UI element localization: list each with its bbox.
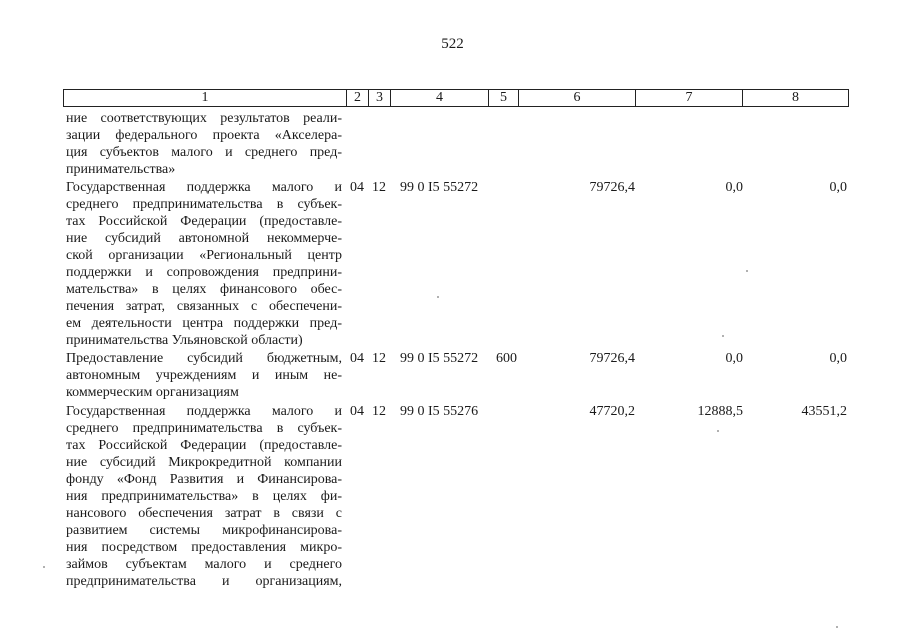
column-header-3: 3 [369,90,391,107]
column-header-2: 2 [347,90,369,107]
name-line: Государственная поддержка малого и [66,180,342,195]
cell-section: 04 [350,180,364,195]
scan-speck [746,270,748,272]
name-line: ния посредством предоставления микро- [66,540,342,555]
cell-expense-type: 600 [496,351,517,366]
name-line: ем деятельности центра поддержки пред- [66,316,342,331]
name-line: принимательства» [66,162,176,177]
name-line: ция субъектов малого и среднего пред- [66,145,342,160]
name-line: принимательства Ульяновской области) [66,333,303,348]
row-name [66,110,342,178]
name-line: Предоставление субсидий бюджетным, [66,351,342,366]
name-line: развитием системы микрофинансирова- [66,523,342,538]
column-header-4: 4 [391,90,489,107]
name-line: займов субъектам малого и среднего [66,557,342,572]
column-header-row [63,89,849,107]
scan-speck [43,566,45,568]
column-header-5: 5 [489,90,519,107]
page-number: 522 [441,36,464,52]
row-name [66,179,342,349]
name-line: тах Российской Федерации (предоставле- [66,214,342,229]
name-line: среднего предпринимательства в субъек- [66,197,342,212]
column-header-1: 1 [64,90,347,107]
name-line: зации федерального проекта «Акселера- [66,128,342,143]
name-line: ской организации «Региональный центр [66,248,342,263]
name-line: Государственная поддержка малого и [66,404,342,419]
row-name [66,350,342,401]
cell-amount-7: 12888,5 [697,404,743,419]
name-line: коммерческим организациям [66,385,239,400]
name-line: автономным учреждениям и иным не- [66,368,342,383]
name-line: среднего предпринимательства в субъек- [66,421,342,436]
scan-speck [437,296,439,298]
column-header-6: 6 [519,90,636,107]
column-header-8: 8 [743,90,849,107]
cell-amount-8: 43551,2 [801,404,847,419]
cell-amount-7: 0,0 [725,351,743,366]
cell-target-article: 99 0 I5 55276 [400,404,479,419]
column-header-7: 7 [636,90,743,107]
cell-amount-7: 0,0 [725,180,743,195]
cell-amount-8: 0,0 [829,351,847,366]
cell-amount-6: 79726,4 [589,351,635,366]
name-line: предпринимательства и организациям, [66,574,342,589]
name-line: ния предпринимательства» в целях фи- [66,489,342,504]
cell-subsection: 12 [372,351,386,366]
name-line: тах Российской Федерации (предоставле- [66,438,342,453]
cell-amount-8: 0,0 [829,180,847,195]
name-line: поддержки и сопровождения предприни- [66,265,342,280]
cell-target-article: 99 0 I5 55272 [400,351,479,366]
name-line: ние соответствующих результатов реали- [66,111,342,126]
cell-section: 04 [350,351,364,366]
cell-amount-6: 47720,2 [589,404,635,419]
cell-amount-6: 79726,4 [589,180,635,195]
scan-speck [722,335,724,337]
name-line: фонду «Фонд Развития и Финансирова- [66,472,342,487]
cell-target-article: 99 0 I5 55272 [400,180,479,195]
cell-subsection: 12 [372,404,386,419]
name-line: ние субсидий автономной некоммерче- [66,231,342,246]
name-line: нансового обеспечения затрат в связи с [66,506,342,521]
name-line: мательства» в целях финансового обес- [66,282,342,297]
name-line: печения затрат, связанных с обеспечени- [66,299,342,314]
cell-section: 04 [350,404,364,419]
scan-speck [717,430,719,432]
scan-speck [836,626,838,628]
cell-subsection: 12 [372,180,386,195]
row-name [66,403,342,590]
name-line: ние субсидий Микрокредитной компании [66,455,342,470]
